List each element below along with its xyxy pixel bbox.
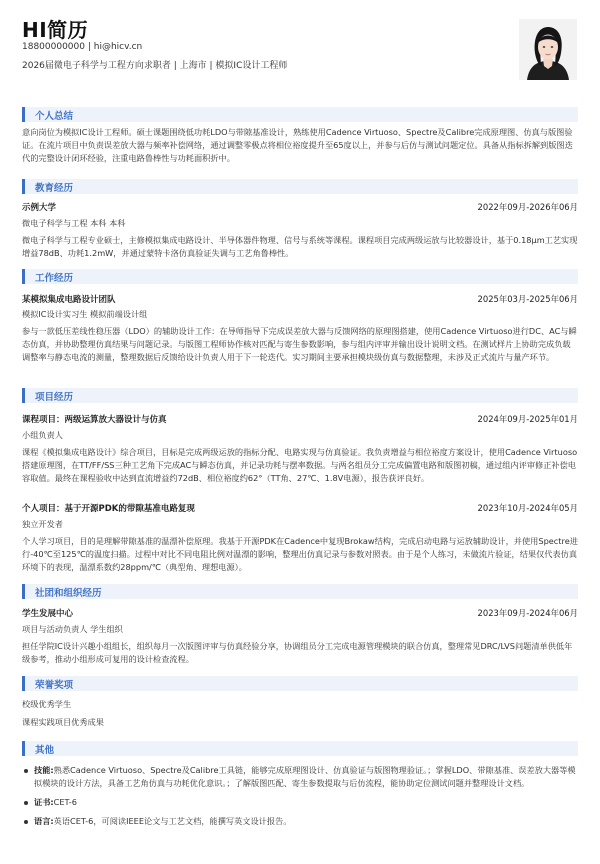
section-header-others [22, 741, 578, 756]
project-entry [22, 501, 578, 574]
candidate-name: HI简历 [22, 18, 89, 42]
activity-role: 项目与活动负责人 学生组织 [22, 624, 123, 634]
section-title: 工作经历 [35, 272, 74, 284]
project-role: 独立开发者 [22, 519, 63, 529]
item-text: CET-6 [53, 797, 77, 807]
project-name: 个人项目：基于开源PDK的带隙基准电路复现 [22, 503, 195, 514]
portrait-photo-icon [519, 19, 577, 80]
item-text: 英语CET-6，可阅读IEEE论文与工艺文档，能撰写英文设计报告。 [53, 816, 292, 826]
others-list [22, 764, 578, 828]
project-entry [22, 412, 578, 485]
entry-date: 2025年03月-2025年06月 [477, 293, 578, 304]
entry-header [22, 200, 578, 213]
work-entry [22, 292, 578, 364]
project-desc: 课程《模拟集成电路设计》综合项目，目标是完成两级运放的指标分配、电路实现与仿真验证。我负责增益与相位裕度方案设计，使用Cadence Virtuoso搭建原理图，在TT/FF/SS三种工艺角下完成AC与瞬态仿真，并记录功耗与摆率数据。与两名组员分工完成偏置电路和版图初稿，通过组内评审修正补偿电容取值。最终在课程验收中达到直流增益约72dB、相位裕度约62°（TT角、27℃、1.8V电源），报告获评良好。 [22, 447, 578, 483]
company-name: 某模拟集成电路设计团队 [22, 294, 116, 305]
skills-item [22, 764, 578, 790]
section-header-awards [22, 676, 578, 691]
entry-date: 2023年10月-2024年05月 [477, 502, 578, 513]
section-header-education [22, 179, 578, 194]
activities-section [22, 584, 578, 599]
item-label: 证书: [34, 797, 54, 807]
org-name: 学生发展中心 [22, 608, 74, 619]
section-header-work [22, 269, 578, 284]
section-title: 社团和组织经历 [35, 587, 102, 599]
activity-desc: 担任学院IC设计兴趣小组组长，组织每月一次版图评审与仿真经验分享，协调组员分工完成电源管理模块的联合仿真，整理常见DRC/LVS问题清单供低年级参考，推动小组形成可复用的设计检查流程。 [22, 641, 573, 664]
projects-section [22, 388, 578, 403]
section-header-summary [22, 107, 578, 122]
award-item: 校级优秀学生 [22, 699, 72, 709]
item-label: 技能: [34, 765, 54, 775]
entry-header [22, 292, 578, 305]
major-info: 微电子科学与工程 本科 本科 [22, 218, 126, 228]
section-title: 个人总结 [35, 110, 74, 122]
section-title: 教育经历 [35, 182, 74, 194]
item-text: 熟悉Cadence Virtuoso、Spectre及Calibre工具链，能够完成原理图设计、仿真验证与版图物理验证。；掌握LDO、带隙基准、误差放大器等模拟模块的设计方法，具备工艺角仿真与功耗优化意识。；了解版图匹配、寄生参数提取与后仿流程，能协助定位测试问题并整理设计文档。 [34, 765, 576, 788]
certificate-item [22, 796, 578, 809]
activity-entry [22, 606, 578, 666]
contact-info: 18800000000 | hi@hicv.cn [22, 42, 143, 52]
job-intent: 2026届微电子科学与工程方向求职者 | 上海市 | 模拟IC设计工程师 [22, 61, 288, 71]
entry-header [22, 412, 578, 425]
section-header-activities [22, 584, 578, 599]
summary-text: 意向岗位为模拟IC设计工程师。硕士课题围绕低功耗LDO与带隙基准设计，熟练使用Cadence Virtuoso、Spectre及Calibre完成原理图、仿真与版图验证。在流片项目中负责误差放大器与频率补偿网络，通过调整零极点将相位裕度提升至65度以上，并参与后仿与测试问题定位。具备从指标拆解到版图迭代的完整设计闭环经验，注重电路鲁棒性与功耗面积折中。 [22, 127, 573, 163]
work-desc: 参与一款低压差线性稳压器（LDO）的辅助设计工作：在导师指导下完成误差放大器与反馈网络的原理图搭建，使用Cadence Virtuoso进行DC、AC与瞬态仿真，并协助整理仿真结果与问题记录。与版图工程师协作核对匹配与寄生参数影响，参与组内评审并输出设计说明文档。在测试样片上协助完成负载调整率与静态电流的测量，整理数据后反馈给设计负责人用于下一轮迭代。实习期间主要承担模块级仿真与数据整理，未涉及正式流片与量产环节。 [22, 326, 577, 362]
entry-date: 2022年09月-2026年06月 [477, 201, 578, 212]
summary-section [22, 107, 578, 122]
item-label: 语言: [34, 816, 54, 826]
education-desc: 微电子科学与工程专业硕士，主修模拟集成电路设计、半导体器件物理、信号与系统等课程。课程项目完成两级运放与比较器设计，基于0.18μm工艺实现增益78dB、功耗1.2mW，并通过蒙特卡洛仿真验证失调与工艺角鲁棒性。 [22, 235, 578, 258]
entry-date: 2023年09月-2024年06月 [477, 607, 578, 618]
project-name: 课程项目：两级运算放大器设计与仿真 [22, 414, 167, 425]
entry-date: 2024年09月-2025年01月 [477, 413, 578, 424]
project-role: 小组负责人 [22, 430, 63, 440]
school-name: 示例大学 [22, 202, 57, 213]
job-role: 模拟IC设计实习生 模拟前端设计组 [22, 309, 148, 319]
section-title: 荣誉奖项 [35, 679, 74, 691]
education-entry [22, 200, 578, 260]
work-section [22, 269, 578, 284]
language-item [22, 815, 578, 828]
project-desc: 个人学习项目，目的是理解带隙基准的温漂补偿原理。我基于开源PDK在Cadence中复现Brokaw结构，完成启动电路与运放辅助设计，并使用Spectre进行-40℃至125℃的温度扫描。过程中对比不同电阻比例对温漂的影响，整理出仿真记录与参数对照表。由于是个人练习，未做流片验证，结果仅代表仿真环境下的表现，温漂系数约28ppm/℃（典型角、理想电源）。 [22, 536, 578, 572]
section-title: 其他 [35, 744, 55, 756]
entry-header [22, 501, 578, 514]
others-section [22, 741, 578, 756]
award-item: 课程实践项目优秀成果 [22, 717, 104, 727]
section-header-projects [22, 388, 578, 403]
avatar [519, 19, 577, 80]
entry-header [22, 606, 578, 619]
awards-section [22, 676, 578, 691]
education-section [22, 179, 578, 194]
awards-list [22, 698, 578, 729]
section-title: 项目经历 [35, 391, 74, 403]
